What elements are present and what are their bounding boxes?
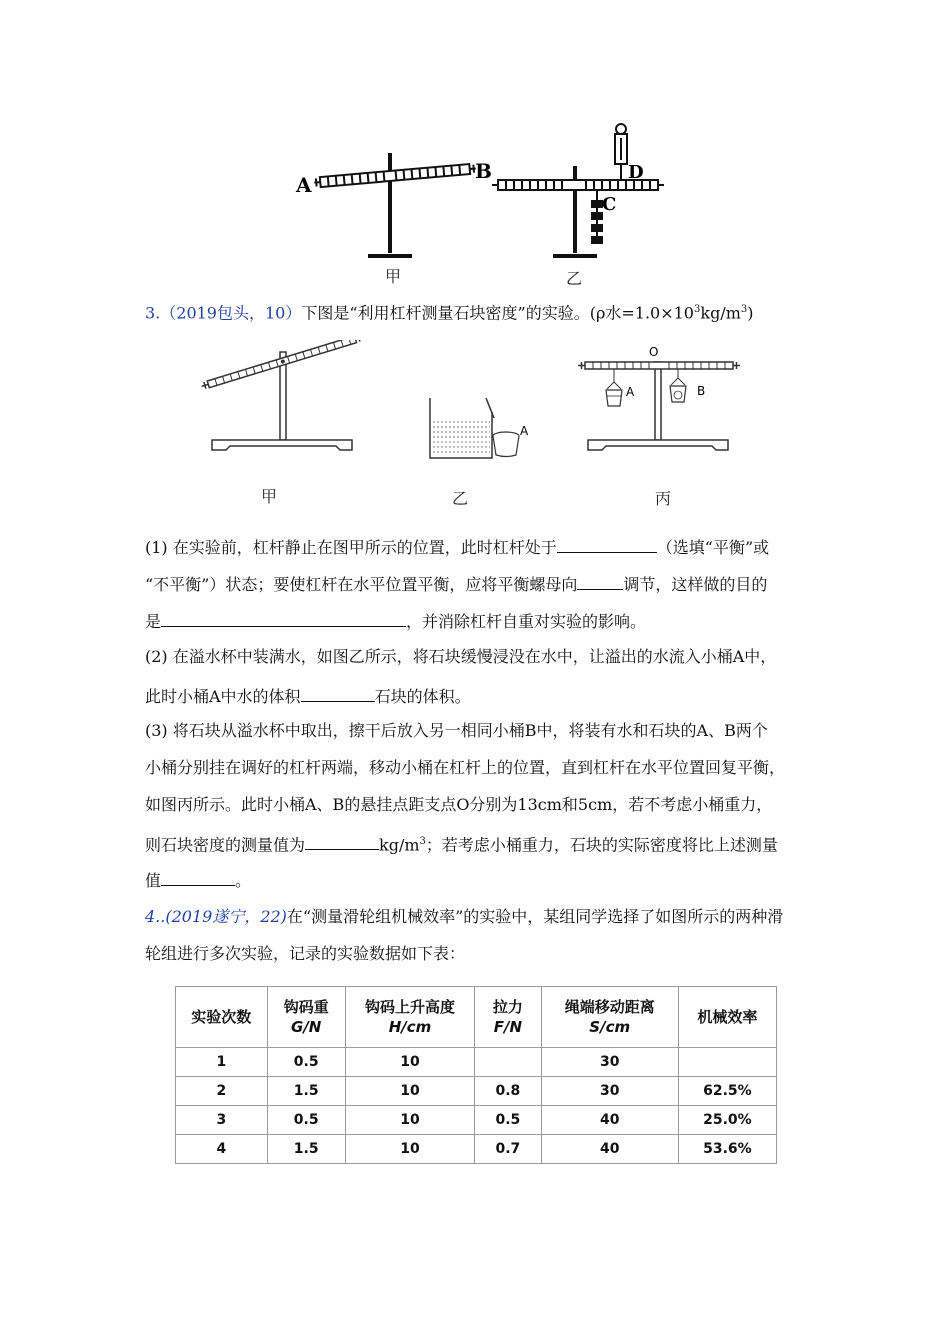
answer-blank-6[interactable] [161, 869, 235, 886]
table-row [176, 1135, 777, 1164]
q3-p1-line3 [145, 610, 646, 632]
answer-blank-1[interactable] [557, 536, 657, 553]
cell: 4 [176, 1135, 268, 1164]
header-weight: 钩码重 G/N [267, 987, 345, 1048]
cell: 1 [176, 1048, 268, 1077]
cell: 30 [541, 1077, 678, 1106]
q3-p3-line1 [145, 721, 768, 741]
q3-p3-line5 [145, 869, 251, 891]
answer-blank-2[interactable] [577, 573, 623, 590]
q3-p3-h: 。 [235, 871, 252, 890]
experiment-data-table [175, 986, 777, 1164]
cell: 40 [541, 1106, 678, 1135]
figure1-caption-right: 乙 [566, 269, 583, 288]
q3-p2-line2 [145, 685, 471, 707]
q3-p2-b: 此时小桶A中水的体积 [145, 687, 301, 706]
figure2-caption-jia: 甲 [261, 487, 278, 506]
table-row [176, 1048, 777, 1077]
q3-p3-e-sup: 3 [419, 836, 426, 847]
figure-jia [201, 340, 364, 450]
q3-p2-line1 [145, 647, 776, 667]
cell: 62.5% [678, 1077, 776, 1106]
q3-intro-sup2: 3 [740, 304, 748, 315]
cell: 10 [345, 1106, 474, 1135]
cup-a-label: A [520, 424, 529, 438]
q3-p1-e: 是 [145, 612, 162, 631]
figure1-caption-left: 甲 [385, 267, 402, 286]
q3-intro-sup: 3 [694, 304, 701, 315]
q4-line2-text: 轮组进行多次实验，记录的实验数据如下表： [145, 944, 466, 963]
lever-figure-top [290, 118, 670, 288]
figure-bing [578, 345, 740, 450]
answer-blank-3[interactable] [161, 610, 406, 627]
cell: 0.5 [267, 1048, 345, 1077]
header-trial: 实验次数 [176, 987, 268, 1048]
figure-yi [430, 398, 529, 458]
figure2-caption-yi: 乙 [452, 489, 469, 508]
answer-blank-5[interactable] [305, 833, 379, 850]
cell: 10 [345, 1077, 474, 1106]
label-b: B [475, 159, 492, 183]
cell: 3 [176, 1106, 268, 1135]
q3-p3-c: 如图丙所示。此时小桶A、B的悬挂点距支点O分别为13cm和5cm，若不考虑小桶重力， [145, 795, 773, 814]
q3-p1-a: (1) 在实验前，杠杆静止在图甲所示的位置，此时杠杆处于 [145, 538, 557, 557]
cell: 1.5 [267, 1077, 345, 1106]
cell: 10 [345, 1048, 474, 1077]
cell: 0.5 [475, 1106, 541, 1135]
label-d: D [628, 162, 644, 183]
cell: 25.0% [678, 1106, 776, 1135]
q3-p3-line4 [145, 832, 778, 855]
label-c: C [602, 194, 617, 215]
q3-p2-a: (2) 在溢水杯中装满水，如图乙所示，将石块缓慢浸没在水中，让溢出的水流入小桶A中， [145, 647, 777, 666]
q3-p1-line2 [145, 573, 767, 595]
header-force: 拉力 F/N [475, 987, 541, 1048]
q3-intro-unit: kg/m [700, 303, 741, 323]
q3-p3-e: kg/m [379, 835, 420, 855]
q4-line1 [145, 907, 783, 927]
label-o: O [649, 345, 659, 359]
header-efficiency: 机械效率 [678, 987, 776, 1048]
q3-p3-b: 小桶分别挂在调好的杠杆两端，移动小桶在杠杆上的位置，直到杠杆在水平位置回复平衡， [145, 758, 786, 777]
q3-p1-line1 [145, 536, 769, 558]
cell: 30 [541, 1048, 678, 1077]
table-row [176, 1106, 777, 1135]
answer-blank-4[interactable] [301, 685, 375, 702]
q3-p1-b: （选填“平衡”或 [656, 538, 770, 557]
cell: 0.8 [475, 1077, 541, 1106]
cell: 40 [541, 1135, 678, 1164]
q3-p3-g: 值 [145, 871, 162, 890]
cell: 0.5 [267, 1106, 345, 1135]
q3-intro: 下图是“利用杠杆测量石块密度”的实验。(ρ水=1.0×10 [301, 303, 694, 323]
bucket-a-label: A [626, 385, 635, 399]
label-a: A [296, 173, 312, 197]
bucket-b-label: B [697, 384, 706, 398]
q3-p3-line2 [145, 758, 785, 778]
q3-p1-f: ，并消除杠杆自重对实验的影响。 [406, 612, 647, 631]
density-experiment-figure [200, 340, 770, 470]
q4-line2 [145, 944, 465, 964]
q3-intro-line [145, 300, 754, 323]
q3-p3-a: (3) 将石块从溢水杯中取出，擦干后放入另一相同小桶B中，将装有水和石块的A、B两个 [145, 721, 768, 740]
q3-header: 3.（2019包头，10） [145, 303, 302, 323]
cell: 2 [176, 1077, 268, 1106]
table-header-row [176, 987, 777, 1048]
cell: 10 [345, 1135, 474, 1164]
figure2-caption-bing: 丙 [655, 489, 672, 508]
q4-line1-text: 在“测量滑轮组机械效率”的实验中，某组同学选择了如图所示的两种滑 [286, 907, 784, 926]
q3-p2-c: 石块的体积。 [374, 687, 471, 706]
q4-header: 4..(2019遂宁，22) [145, 907, 287, 926]
q3-p3-f: ；若考虑小桶重力，石块的实际密度将比上述测量 [425, 835, 778, 855]
cell: 1.5 [267, 1135, 345, 1164]
q3-intro-end: ) [747, 303, 754, 323]
header-height: 钩码上升高度 H/cm [345, 987, 474, 1048]
cell [678, 1048, 776, 1077]
cell: 0.7 [475, 1135, 541, 1164]
q3-p1-d: 调节，这样做的目的 [623, 575, 768, 594]
table-row [176, 1077, 777, 1106]
header-distance: 绳端移动距离 S/cm [541, 987, 678, 1048]
cell: 53.6% [678, 1135, 776, 1164]
q3-p3-line3 [145, 795, 772, 815]
q3-p3-d: 则石块密度的测量值为 [145, 835, 306, 855]
cell [475, 1048, 541, 1077]
q3-p1-c: “不平衡”）状态；要使杠杆在水平位置平衡，应将平衡螺母向 [145, 575, 578, 594]
